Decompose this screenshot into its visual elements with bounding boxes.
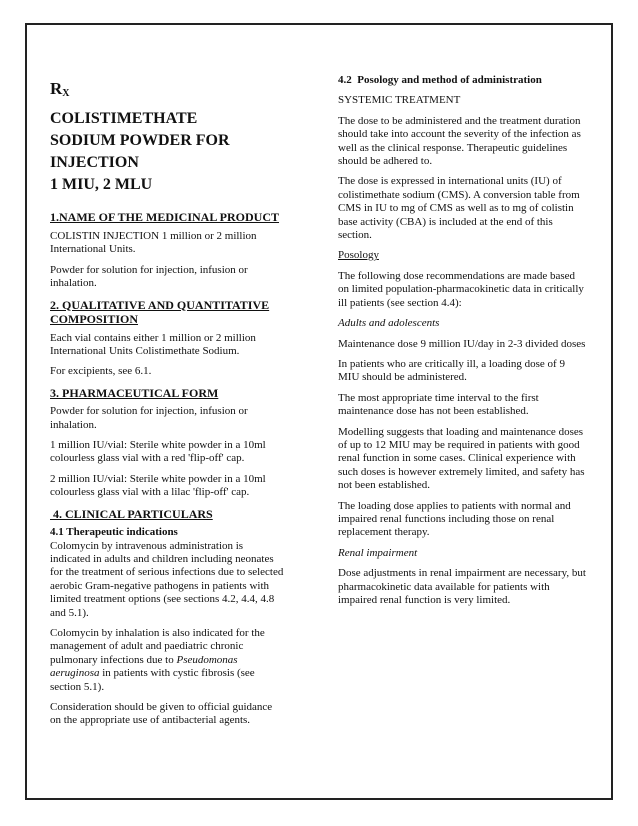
section-2-heading: 2. QUALITATIVE AND QUANTITATIVE COMPOSITION bbox=[50, 297, 270, 327]
adults-subheading: Adults and adolescents bbox=[338, 317, 440, 330]
rx-letter: R bbox=[50, 79, 63, 98]
section-4-2-heading: 4.2 Posology and method of administration bbox=[338, 74, 542, 86]
paragraph: COLISTIN INJECTION 1 million or 2 million International Units. bbox=[50, 229, 257, 256]
left-column bbox=[50, 49, 285, 735]
section-4-heading: 4. CLINICAL PARTICULARS bbox=[50, 506, 213, 521]
rx-symbol bbox=[50, 79, 285, 100]
section-1-heading: 1.NAME OF THE MEDICINAL PRODUCT bbox=[50, 210, 280, 225]
paragraph: The loading dose applies to patients with normal and impaired renal functions including those on renal replacement therapy. bbox=[338, 499, 571, 539]
paragraph: The dose to be administered and the treatment duration should take into account the severity of the infection as well as the clinical response. Therapeutic guidelines should be adhered to. bbox=[338, 114, 581, 168]
text-run: in patients with cystic fibrosis (see section 5.1). bbox=[50, 667, 255, 693]
section-3-heading: 3. PHARMACEUTICAL FORM bbox=[50, 385, 219, 400]
renal-subheading: Renal impairment bbox=[338, 546, 418, 559]
text-run: Colomycin by inhalation is also indicated for the management of adult and paediatric chronic pulmonary infections due to bbox=[50, 627, 265, 666]
title-line: INJECTION bbox=[50, 154, 139, 172]
paragraph: Powder for solution for injection, infusion or inhalation. bbox=[50, 405, 248, 431]
section-4-1-heading: 4.1 Therapeutic indications bbox=[50, 526, 178, 539]
paragraph: The following dose recommendations are made based on limited population-pharmacokinetic data in critically ill patients (see section 4.4): bbox=[338, 269, 584, 309]
paragraph: Dose adjustments in renal impairment are necessary, but pharmacokinetic data available for patients with impaired renal function is very limited. bbox=[338, 567, 586, 606]
paragraph: In patients who are critically ill, a loading dose of 9 MIU should be administered. bbox=[338, 357, 565, 384]
paragraph: Each vial contains either 1 million or 2 million International Units Colistimethate Sodium. bbox=[50, 331, 256, 357]
italic-organism-name: Pseudomonas aeruginosa bbox=[50, 653, 238, 680]
paragraph: Powder for solution for injection, infusion or inhalation. bbox=[50, 263, 248, 290]
paragraph: Maintenance dose 9 million IU/day in 2-3 divided doses bbox=[338, 337, 586, 350]
paragraph: Colomycin by intravenous administration is indicated in adults and children including neonates for the treatment of serious infections due to selected aerobic Gram-negative pathogens in patients with limited treatment options (see sections 4.2, 4.4, 4.8 and 5.1). bbox=[50, 539, 284, 619]
rx-subscript: X bbox=[62, 88, 70, 99]
paragraph: The dose is expressed in international units (IU) of colistimethate sodium (CMS). A conversion table from CMS in IU to mg of CMS as well as to mg of colistin base activity (CBA) is included at the end of this section. bbox=[338, 175, 580, 242]
paragraph: For excipients, see 6.1. bbox=[50, 365, 152, 378]
title-line: SODIUM POWDER FOR bbox=[50, 132, 230, 150]
right-column bbox=[338, 74, 588, 614]
title-line: 1 MIU, 2 MLU bbox=[50, 176, 153, 194]
subheading: SYSTEMIC TREATMENT bbox=[338, 94, 461, 107]
paragraph bbox=[50, 627, 285, 694]
paragraph: The most appropriate time interval to the first maintenance dose has not been established. bbox=[338, 391, 539, 418]
paragraph: 1 million IU/vial: Sterile white powder in a 10ml colourless glass vial with a red 'flip-off' cap. bbox=[50, 439, 266, 465]
posology-subheading: Posology bbox=[338, 249, 379, 262]
paragraph: Consideration should be given to official guidance on the appropriate use of antibacterial agents. bbox=[50, 701, 273, 727]
title-line: COLISTIMETHATE bbox=[50, 110, 198, 128]
paragraph: 2 million IU/vial: Sterile white powder in a 10ml colourless glass vial with a lilac 'flip-off' cap. bbox=[50, 472, 266, 499]
paragraph: Modelling suggests that loading and maintenance doses of up to 12 MIU may be required in patients with good renal function in some cases. Clinical experience with such doses is however extremely limited, and safety has not been established. bbox=[338, 425, 585, 492]
product-title bbox=[50, 108, 285, 196]
